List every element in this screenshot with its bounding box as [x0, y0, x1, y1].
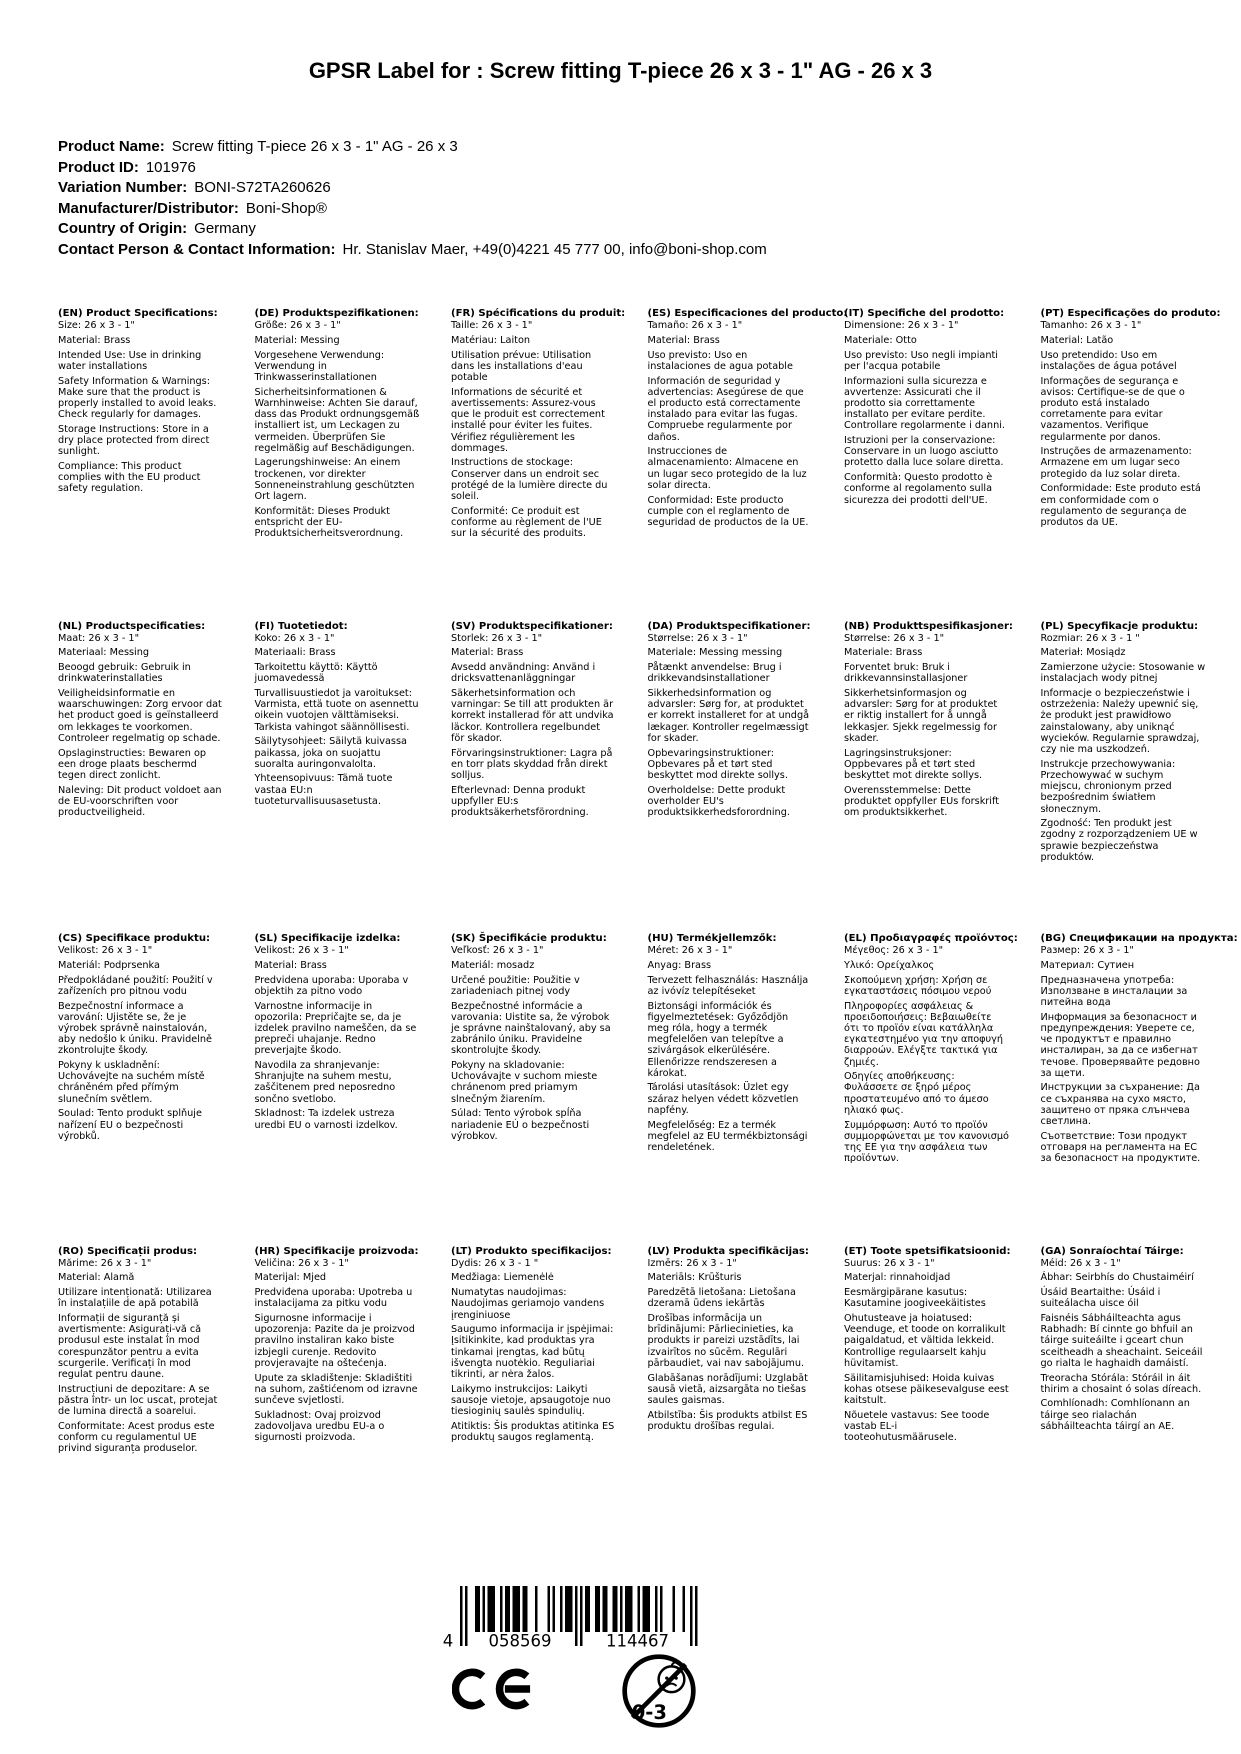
barcode-digits: 114467	[606, 1631, 669, 1650]
spec-paragraph: Paredzētā lietošana: Lietošana dzeramā ūdens iekārtās	[647, 1287, 796, 1310]
spec-paragraph: Material: Latão	[1040, 334, 1114, 346]
spec-paragraph: Atitiktis: Šis produktas atitinka ES produktų saugos reglamentą.	[451, 1420, 615, 1444]
spec-block-title: (EL) Προδιαγραφές προϊόντος:	[844, 933, 1018, 944]
spec-paragraph: Conformidade: Este produto está em conformidade com o regulamento de segurança de produtos da UE.	[1040, 483, 1201, 528]
spec-block-fr	[451, 308, 626, 621]
product-info-label: Contact Person & Contact Information:	[58, 240, 336, 258]
spec-paragraph: Tervezett felhasználás: Használja az ivóvíz telepítéseket	[647, 974, 809, 997]
spec-paragraph: Conformidad: Este producto cumple con el reglamento de seguridad de productos de la UE.	[647, 494, 809, 528]
spec-paragraph: Předpokládané použití: Použití v zařízeních pro pitnou vodu	[58, 974, 213, 997]
spec-paragraph: Megfelelőség: Ez a termék megfelel az EU termékbiztonsági rendeletének.	[647, 1119, 808, 1153]
spec-block-sl	[255, 933, 420, 1246]
spec-paragraph: Size: 26 x 3 - 1"	[58, 320, 135, 332]
spec-paragraph: Suurus: 26 x 3 - 1"	[844, 1257, 935, 1269]
product-info-value: Screw fitting T-piece 26 x 3 - 1" AG - 26 x 3	[171, 138, 458, 155]
spec-paragraph: Información de seguridad y advertencias: Asegúrese de que el producto está correctamente instalado para evitar las fugas. Compruebe regularmente por daños.	[647, 375, 804, 443]
age-warning-label: 0-3	[631, 1701, 667, 1725]
spec-paragraph: Størrelse: 26 x 3 - 1"	[844, 632, 945, 644]
spec-paragraph: Предназначена употреба: Използване в инсталации за питейна вода	[1040, 974, 1188, 1009]
spec-paragraph: Zgodność: Ten produkt jest zgodny z rozporządzeniem UE w sprawie bezpieczeństwa produktów.	[1040, 818, 1198, 863]
spec-paragraph: Konformität: Dieses Produkt entspricht der EU-Produktsicherheitsverordnung.	[254, 505, 404, 540]
spec-block-title: (FI) Tuotetiedot:	[254, 620, 348, 632]
spec-block-pt	[1040, 308, 1221, 621]
spec-paragraph: Tamaño: 26 x 3 - 1"	[647, 320, 743, 332]
barcode-digits: 4	[442, 1631, 454, 1650]
spec-paragraph: Maat: 26 x 3 - 1"	[58, 632, 140, 644]
spec-paragraph: Laikymo instrukcijos: Laikyti sausoje vietoje, apsaugotoje nuo tiesioginių saulės spindulių.	[451, 1383, 611, 1418]
spec-block-title: (HU) Termékjellemzők:	[647, 933, 777, 944]
spec-block-title: (BG) Спецификации на продукта:	[1040, 933, 1238, 944]
spec-block-title: (ET) Toote spetsifikatsioonid:	[844, 1245, 1011, 1257]
spec-block-title: (SV) Produktspecifikationer:	[451, 620, 613, 632]
spec-block-es	[647, 308, 848, 621]
spec-paragraph: Conformità: Questo prodotto è conforme al regolamento sulla sicurezza dei prodotti dell'UE.	[844, 472, 993, 506]
spec-paragraph: Soulad: Tento produkt splňuje nařízení EU o bezpečnosti výrobků.	[58, 1108, 202, 1142]
spec-paragraph: Påtænkt anvendelse: Brug i drikkevandsinstallationer	[647, 662, 782, 685]
spec-block-nl	[58, 621, 223, 934]
spec-paragraph: Glabāšanas norādījumi: Uzglabāt sausā vietā, aizsargāta no tiešas saules gaismas.	[647, 1372, 808, 1406]
spec-block-da	[648, 621, 813, 934]
spec-paragraph: Saugumo informacija ir įspėjimai: Įsitikinkite, kad produktas yra tinkamai įrengtas, kad būtų išvengta nuotėkio. Reguliariai tikrinti, ar nėra žalos.	[451, 1324, 614, 1381]
spec-paragraph: Sigurnosne informacije i upozorenja: Pazite da je proizvod pravilno instaliran kako biste izbjegli curenje. Redovito provjeravajte na oštećenja.	[254, 1313, 415, 1369]
spec-paragraph: Méret: 26 x 3 - 1"	[647, 945, 733, 957]
spec-paragraph: Súlad: Tento výrobok spĺňa nariadenie EÚ o bezpečnosti výrobkov.	[451, 1108, 590, 1142]
spec-paragraph: Lagerungshinweise: An einem trockenen, vor direkter Sonneneinstrahlung geschützten Ort lagern.	[254, 457, 415, 503]
spec-block-ga	[1041, 1246, 1206, 1559]
spec-paragraph: Material: Brass	[254, 959, 327, 971]
spec-paragraph: Bezpečnostné informácie a varovania: Uistite sa, že výrobok je správne nainštalovaný, aby sa zabránilo úniku. Pravidelne skontrolujte škody.	[451, 1000, 611, 1057]
spec-paragraph: Информация за безопасност и предупреждения: Уверете се, че продуктът е правилно инсталиран, за да се избегнат течове. Проверявайте редовно за щети.	[1040, 1011, 1200, 1079]
spec-paragraph: Инструкции за съхранение: Да се съхранява на сухо място, защитено от пряка слънчева светлина.	[1040, 1082, 1200, 1128]
spec-paragraph: Размер: 26 x 3 - 1"	[1040, 945, 1134, 957]
spec-paragraph: Opbevaringsinstruktioner: Opbevares på et tørt sted beskyttet mod direkte sollys.	[647, 747, 788, 781]
spec-paragraph: Uso pretendido: Uso em instalações de água potável	[1040, 349, 1177, 372]
spec-paragraph: Predviđena uporaba: Upotreba u instalacijama za pitku vodu	[254, 1287, 413, 1310]
spec-paragraph: Dydis: 26 x 3 - 1 "	[451, 1257, 539, 1269]
spec-paragraph: Instruções de armazenamento: Armazene em um lugar seco protegido da luz solar direta.	[1040, 446, 1192, 480]
spec-paragraph: Opslaginstructies: Bewaren op een droge plaats beschermd tegen direct zonlicht.	[58, 747, 207, 781]
product-info-label: Product Name:	[58, 138, 165, 155]
spec-paragraph: Materiaali: Brass	[254, 647, 336, 659]
spec-paragraph: Matériau: Laiton	[451, 334, 531, 346]
spec-block-el	[844, 933, 1018, 1246]
spec-paragraph: Veličina: 26 x 3 - 1"	[254, 1257, 349, 1269]
spec-paragraph: Säkerhetsinformation och varningar: Se till att produkten är korrekt installerad för att undvika läckor. Kontrollera regelbundet för skador.	[451, 688, 614, 744]
spec-paragraph: Instrucțiuni de depozitare: A se păstra într- un loc uscat, protejat de lumina directă a soarelui.	[58, 1383, 218, 1418]
spec-paragraph: Sicherheitsinformationen & Warnhinweise: Achten Sie darauf, dass das Produkt ordnungsgemäß installiert ist, um Leckagen zu vermeiden. Überprüfen Sie regelmäßig auf Beschädigungen.	[254, 386, 420, 454]
spec-block-en	[58, 308, 223, 621]
spec-paragraph: Informacje o bezpieczeństwie i ostrzeżenia: Należy upewnić się, że produkt jest prawidłowo zainstalowany, aby uniknąć wycieków. Regularnie sprawdzaj, czy nie ma uszkodzeń.	[1040, 688, 1200, 756]
spec-paragraph: Overensstemmelse: Dette produktet oppfyller EUs forskrift om produktsikkerhet.	[844, 784, 1000, 819]
spec-paragraph: Material: Brass	[58, 334, 131, 346]
spec-paragraph: Materiál: mosadz	[451, 959, 535, 971]
spec-block-title: (CS) Specifikace produktu:	[58, 933, 211, 944]
product-info-label: Manufacturer/Distributor:	[58, 199, 239, 217]
spec-block-title: (IT) Specifiche del prodotto:	[844, 308, 1005, 319]
spec-paragraph: Rozmiar: 26 x 3 - 1 "	[1040, 632, 1140, 644]
spec-paragraph: Instrukcje przechowywania: Przechowywać w suchym miejscu, chronionym przed bezpośrednim światłem słonecznym.	[1040, 758, 1176, 815]
spec-paragraph: Medžiaga: Liemenėlė	[451, 1272, 554, 1284]
spec-paragraph: Informations de sécurité et avertissements: Assurez-vous que le produit est correctement installé pour éviter les fuites. Vérifiez régulièrement les dommages.	[451, 386, 605, 454]
spec-block-it	[844, 308, 1009, 621]
spec-paragraph: Eesmärgipärane kasutus: Kasutamine joogiveekäitistes	[844, 1287, 986, 1310]
spec-block-title: (SL) Specifikacije izdelka:	[254, 933, 401, 944]
spec-paragraph: Sikkerhedsinformation og advarsler: Sørg for, at produktet er korrekt installeret for at undgå lækager. Kontroller regelmæssigt for skader.	[647, 688, 810, 744]
spec-block-title: (PL) Specyfikacje produktu:	[1040, 620, 1199, 632]
spec-paragraph: Πληροφορίες ασφάλειας & προειδοποιήσεις: Βεβαιωθείτε ότι το προϊόν είναι κατάλληλα εγκατεστημένο για την αποφυγή διαρροών. Ελέγξτε τακτικά για ζημιές.	[844, 1000, 1004, 1068]
spec-paragraph: Sikkerhetsinformasjon og advarsler: Sørg for at produktet er riktig installert for å unngå lekkasjer. Sjekk regelmessig for skader.	[844, 688, 998, 744]
spec-paragraph: Skladnost: Ta izdelek ustreza uredbi EU o varnosti izdelkov.	[254, 1108, 398, 1131]
spec-paragraph: Biztonsági információk és figyelmeztetések: Győződjön meg róla, hogy a termék megfelelően van telepítve a szivárgások elkerülésére. Ellenőrizze rendszeresen a károkat.	[647, 1000, 789, 1079]
spec-paragraph: Tarkoitettu käyttö: Käyttö juomavedessä	[254, 662, 378, 685]
spec-paragraph: Comhlíonadh: Comhlíonann an táirge seo rialachán sábháilteachta táirgí an AE.	[1040, 1398, 1190, 1432]
product-info-label: Country of Origin:	[58, 220, 188, 238]
spec-block-nb	[844, 620, 1013, 934]
spec-block-title: (NB) Produkttspesifikasjoner:	[844, 620, 1013, 632]
spec-paragraph: Materijal: Mjed	[254, 1272, 327, 1284]
spec-paragraph: Izmērs: 26 x 3 - 1"	[647, 1257, 737, 1269]
spec-paragraph: Forventet bruk: Bruk i drikkevannsinstallasjoner	[844, 662, 968, 685]
spec-block-lv	[648, 1246, 813, 1559]
spec-paragraph: Storage Instructions: Store in a dry place protected from direct sunlight.	[58, 423, 210, 458]
spec-paragraph: Conformitate: Acest produs este conform cu regulamentul UE privind siguranța produselor.	[58, 1420, 215, 1455]
spec-paragraph: Intended Use: Use in drinking water installations	[58, 349, 202, 372]
spec-paragraph: Dimensione: 26 x 3 - 1"	[844, 320, 959, 332]
ean13-barcode	[437, 1586, 702, 1654]
product-info-line	[58, 178, 767, 199]
spec-paragraph: Informații de siguranță și avertismente: Asigurați-vă că produsul este instalat în mod corespunzător pentru a evita scurgerile. Verificați în mod regulat pentru daune.	[58, 1313, 202, 1381]
spec-block-fi	[255, 621, 420, 934]
spec-paragraph: Materiaal: Messing	[58, 647, 150, 659]
spec-paragraph: Säilitamisjuhised: Hoida kuivas kohas otsese päikesevalguse eest kaitstult.	[844, 1372, 1009, 1406]
spec-paragraph: Numatytas naudojimas: Naudojimas geriamojo vandens įrenginiuose	[451, 1287, 605, 1321]
spec-block-hr	[255, 1246, 420, 1559]
spec-paragraph: Beoogd gebruik: Gebruik in drinkwaterinstallaties	[58, 662, 191, 685]
spec-block-title: (DE) Produktspezifikationen:	[254, 308, 419, 319]
spec-paragraph: Materiale: Brass	[844, 647, 923, 659]
page-title: GPSR Label for : Screw fitting T-piece 26 x 3 - 1" AG - 26 x 3	[308, 58, 933, 83]
spec-block-et	[844, 1246, 1009, 1559]
spec-paragraph: Förvaringsinstruktioner: Lagra på en torr plats skyddad från direkt solljus.	[451, 747, 613, 781]
spec-paragraph: Naleving: Dit product voldoet aan de EU-voorschriften voor productveiligheid.	[58, 784, 222, 819]
spec-grid	[58, 308, 1237, 1558]
spec-paragraph: Storlek: 26 x 3 - 1"	[451, 632, 543, 644]
spec-paragraph: Anyag: Brass	[647, 959, 712, 971]
product-info-value: Germany	[194, 220, 256, 238]
spec-paragraph: Turvallisuustiedot ja varoitukset: Varmista, että tuote on asennettu oikein vuotojen välttämiseksi. Tarkista vahingot säännöllisesti.	[254, 688, 419, 733]
spec-paragraph: Lagringsinstruksjoner: Oppbevares på et tørt sted beskyttet mot direkte sollys.	[844, 747, 983, 781]
spec-paragraph: Velikost: 26 x 3 - 1"	[58, 945, 153, 957]
spec-paragraph: Materjal: rinnahoidjad	[844, 1272, 951, 1284]
spec-paragraph: Материал: Сутиен	[1040, 959, 1135, 971]
spec-paragraph: Overholdelse: Dette produkt overholder EU's produktsikkerhedsforordning.	[647, 784, 790, 819]
product-info-line	[58, 158, 767, 179]
spec-paragraph: Compliance: This product complies with the EU product safety regulation.	[58, 460, 201, 495]
spec-paragraph: Nõuetele vastavus: See toode vastab EL-i tooteohutusmäärusele.	[844, 1409, 990, 1444]
spec-paragraph: Zamierzone użycie: Stosowanie w instalacjach wody pitnej	[1040, 662, 1206, 685]
spec-block-sv	[451, 621, 616, 934]
spec-paragraph: Material: Messing	[254, 334, 340, 346]
spec-paragraph: Instrucciones de almacenamiento: Almacene en un lugar seco protegido de la luz solar directa.	[647, 446, 807, 491]
spec-paragraph: Varnostne informacije in opozorila: Prepričajte se, da je izdelek pravilno nameščen, da se prepreči uhajanje. Redno preverjajte škodo.	[254, 1000, 417, 1057]
spec-block-bg	[1040, 933, 1238, 1246]
spec-paragraph: Ohutusteave ja hoiatused: Veenduge, et toode on korralikult paigaldatud, et vältida lekkeid. Kontrollige regulaarselt kahju hüvitamist.	[844, 1313, 1006, 1369]
spec-block-hu	[648, 933, 813, 1246]
product-info-label: Variation Number:	[58, 179, 188, 197]
spec-paragraph: Conformité: Ce produit est conforme au règlement de l'UE sur la sécurité des produits.	[451, 505, 602, 540]
spec-paragraph: Velikost: 26 x 3 - 1"	[254, 945, 349, 957]
barcode-digits: 058569	[488, 1631, 552, 1650]
age-warning-0-3-icon	[620, 1650, 698, 1736]
spec-block-title: (DA) Produktspecifikationer:	[647, 620, 811, 632]
spec-paragraph: Taille: 26 x 3 - 1"	[451, 320, 533, 332]
spec-block-title: (ES) Especificaciones del producto:	[647, 308, 848, 319]
spec-paragraph: Materiāls: Krūšturis	[647, 1272, 742, 1284]
spec-paragraph: Treoracha Stórála: Stóráil in áit thirim a chosaint ó solas díreach.	[1040, 1372, 1202, 1395]
spec-paragraph: Materiale: Messing messing	[647, 647, 783, 659]
spec-paragraph: Istruzioni per la conservazione: Conservare in un luogo asciutto protetto dalla luce solare diretta.	[844, 435, 1004, 469]
spec-paragraph: Materiale: Otto	[844, 334, 917, 346]
spec-block-title: (NL) Productspecificaties:	[58, 620, 206, 632]
spec-paragraph: Faisnéis Sábháilteachta agus Rabhadh: Bí cinnte go bhfuil an táirge suiteáilte i gceart chun sceitheadh a sheachaint. Seiceáil go rialta le haghaidh damáistí.	[1040, 1313, 1203, 1369]
product-info-line	[58, 240, 767, 261]
spec-paragraph: Uso previsto: Uso en instalaciones de agua potable	[647, 349, 793, 372]
spec-block-ro	[58, 1246, 223, 1559]
product-info-value: 101976	[145, 158, 196, 176]
spec-paragraph: Úsáid Beartaithe: Úsáid i suiteálacha uisce óil	[1040, 1287, 1161, 1310]
spec-paragraph: Größe: 26 x 3 - 1"	[254, 320, 341, 332]
spec-paragraph: Pokyny na skladovanie: Uchovávajte v suchom mieste chránenom pred priamym slnečným žiarením.	[451, 1060, 598, 1105]
spec-paragraph: Μέγεθος: 26 x 3 - 1"	[844, 945, 944, 957]
product-info-value: Hr. Stanislav Maer, +49(0)4221 45 777 00, info@boni-shop.com	[342, 240, 767, 258]
spec-paragraph: Materiał: Mosiądz	[1040, 647, 1126, 659]
spec-paragraph: Material: Brass	[647, 334, 720, 346]
spec-block-title: (FR) Spécifications du produit:	[451, 308, 626, 319]
spec-paragraph: Materiál: Podprsenka	[58, 959, 160, 971]
spec-paragraph: Predvidena uporaba: Uporaba v objektih za pitno vodo	[254, 974, 409, 997]
spec-paragraph: Vorgesehene Verwendung: Verwendung in Trinkwasserinstallationen	[254, 349, 385, 384]
spec-paragraph: Safety Information & Warnings: Make sure that the product is properly installed to avoid leaks. Check regularly for damages.	[58, 375, 217, 421]
spec-paragraph: Bezpečnostní informace a varování: Ujistěte se, že je výrobek správně nainstalován, aby nedošlo k úniku. Pravidelně zkontrolujte škody.	[58, 1000, 213, 1057]
spec-block-title: (LV) Produkta specifikācijas:	[647, 1245, 809, 1257]
spec-paragraph: Συμμόρφωση: Αυτό το προϊόν συμμορφώνεται με τον κανονισμό της ΕΕ για την ασφάλεια των προϊόντων.	[844, 1119, 1009, 1165]
spec-paragraph: Méid: 26 x 3 - 1"	[1040, 1257, 1121, 1269]
product-info-line	[58, 219, 767, 240]
spec-paragraph: Material: Alamă	[58, 1272, 135, 1284]
ce-mark-icon	[452, 1658, 537, 1724]
spec-block-pl	[1041, 621, 1206, 934]
spec-paragraph: Navodila za shranjevanje: Shranjujte na suhem mestu, zaščitenem pred neposredno sončno svetlobo.	[254, 1060, 396, 1105]
spec-paragraph: Atbilstība: Šis produkts atbilst ES produktu drošības regulai.	[647, 1409, 808, 1432]
spec-paragraph: Informações de segurança e avisos: Certifique-se de que o produto está instalado corretamente para evitar vazamentos. Verifique regularmente por danos.	[1040, 375, 1185, 443]
spec-paragraph: Utilisation prévue: Utilisation dans les installations d'eau potable	[451, 349, 592, 384]
spec-paragraph: Υλικό: Ορείχαλκος	[844, 959, 935, 971]
product-info-value: BONI-S72TA260626	[194, 179, 331, 197]
spec-block-title: (LT) Produkto specifikacijos:	[451, 1245, 612, 1257]
spec-paragraph: Veiligheidsinformatie en waarschuwingen: Zorg ervoor dat het product goed is geïnstalleerd om lekkages te voorkomen. Controleer regelmatig op schade.	[58, 688, 222, 744]
spec-paragraph: Instructions de stockage: Conserver dans un endroit sec protégé de la lumière directe du soleil.	[451, 457, 608, 503]
spec-paragraph: Yhteensopivuus: Tämä tuote vastaa EU:n tuoteturvallisuusasetusta.	[254, 773, 393, 807]
spec-block-title: (RO) Specificații produs:	[58, 1245, 198, 1257]
spec-paragraph: Σκοπούμενη χρήση: Χρήση σε εγκαταστάσεις πόσιμου νερού	[844, 974, 992, 997]
spec-paragraph: Størrelse: 26 x 3 - 1"	[647, 632, 748, 644]
barcode-bars	[437, 1586, 702, 1650]
spec-paragraph: Uso previsto: Uso negli impianti per l'acqua potabile	[844, 349, 998, 372]
spec-block-title: (PT) Especificações do produto:	[1040, 308, 1221, 319]
spec-paragraph: Οδηγίες αποθήκευσης: Φυλάσσετε σε ξηρό μέρος προστατευμένο από το άμεσο ηλιακό φως.	[844, 1071, 989, 1116]
spec-block-sk	[451, 933, 616, 1246]
spec-paragraph: Pokyny k uskladnění: Uchovávejte na suchém místě chráněném před přímým slunečním světlem.	[58, 1060, 205, 1105]
spec-paragraph: Efterlevnad: Denna produkt uppfyller EU:s produktsäkerhetsförordning.	[451, 784, 589, 819]
spec-block-title: (SK) Špecifikácie produktu:	[451, 933, 607, 944]
spec-block-title: (HR) Specifikacije proizvoda:	[254, 1245, 419, 1257]
spec-block-title: (EN) Product Specifications:	[58, 308, 218, 319]
product-info-line	[58, 199, 767, 220]
spec-paragraph: Säilytysohjeet: Säilytä kuivassa paikassa, joka on suojattu suoralta auringonvalolta.	[254, 736, 407, 770]
spec-paragraph: Tárolási utasítások: Üzlet egy száraz helyen védett közvetlen napfény.	[647, 1082, 799, 1116]
spec-block-cs	[58, 933, 223, 1246]
spec-paragraph: Drošības informācija un brīdinājumi: Pārliecinieties, ka produkts ir pareizi uzstādīts, lai izvairītos no sūcēm. Regulāri pārbaudiet, vai nav sabojājumu.	[647, 1313, 805, 1369]
spec-block-lt	[451, 1246, 616, 1559]
product-info-line	[58, 137, 767, 158]
product-info-section	[58, 137, 767, 261]
spec-paragraph: Informazioni sulla sicurezza e avvertenze: Assicurati che il prodotto sia correttamente installato per evitare perdite. Controllare regolarmente i danni.	[844, 375, 1005, 432]
spec-paragraph: Съответствие: Този продукт отговаря на регламента на ЕС за безопасност на продуктите.	[1040, 1130, 1201, 1165]
spec-paragraph: Material: Brass	[451, 647, 524, 659]
spec-paragraph: Utilizare intenționată: Utilizarea în instalațiile de apă potabilă	[58, 1287, 212, 1310]
spec-paragraph: Veľkosť: 26 x 3 - 1"	[451, 945, 544, 957]
spec-paragraph: Ábhar: Seirbhís do Chustaiméirí	[1040, 1272, 1194, 1284]
spec-paragraph: Tamanho: 26 x 3 - 1"	[1040, 320, 1142, 332]
spec-paragraph: Sukladnost: Ovaj proizvod zadovoljava uredbu EU-a o sigurnosti proizvoda.	[254, 1409, 385, 1444]
product-info-value: Boni-Shop®	[245, 199, 327, 217]
product-info-label: Product ID:	[58, 158, 139, 176]
spec-block-title: (GA) Sonraíochtaí Táirge:	[1040, 1245, 1184, 1257]
spec-paragraph: Avsedd användning: Använd i dricksvattenanläggningar	[451, 662, 596, 685]
spec-paragraph: Mărime: 26 x 3 - 1"	[58, 1257, 152, 1269]
spec-paragraph: Určené použitie: Použitie v zariadeniach pitnej vody	[451, 974, 580, 997]
spec-paragraph: Koko: 26 x 3 - 1"	[254, 632, 335, 644]
spec-block-de	[255, 308, 420, 621]
spec-paragraph: Upute za skladištenje: Skladištiti na suhom, zaštićenom od izravne sunčeve svjetlosti.	[254, 1372, 418, 1406]
